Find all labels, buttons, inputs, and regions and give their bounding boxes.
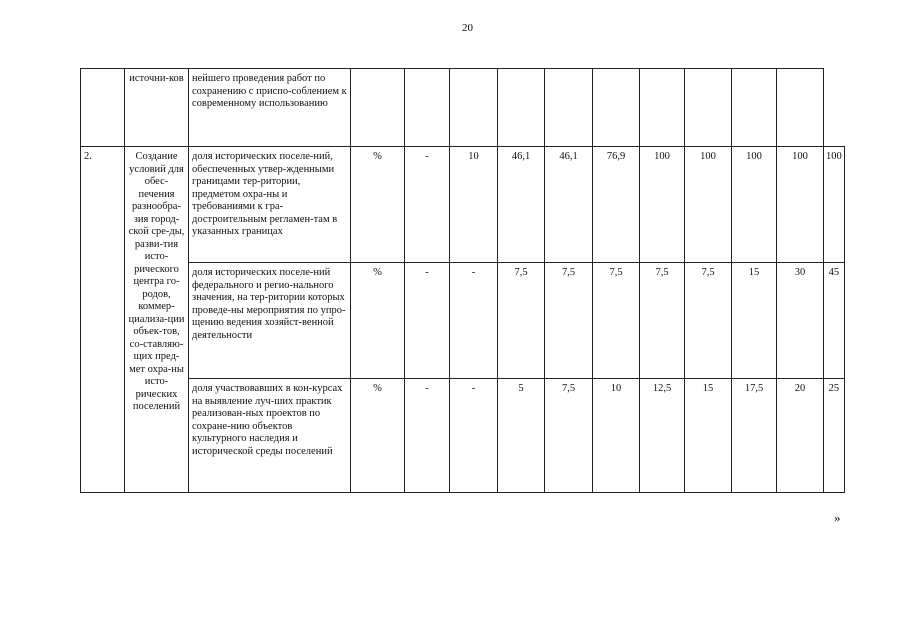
indicators-table bbox=[80, 68, 845, 493]
indicator-cell: доля участвовавших в кон-курсах на выявление луч-ших практик реализован-ных проектов по сохране-нию объектов культурного наследия и исторической среды поселений bbox=[189, 379, 351, 493]
value-cell: 100 bbox=[732, 147, 777, 263]
value-cell: 15 bbox=[732, 263, 777, 379]
row-number: 2. bbox=[81, 147, 125, 493]
value-cell: - bbox=[405, 147, 450, 263]
goal-cell: Создание условий для обес-печения разнообра-зия город-ской сре-ды, разви-тия исто-рического центра го-родов, коммер-циализа-ции объек-тов, со-ставляю-щих пред-мет охра-ны исто-рических поселений bbox=[125, 147, 189, 493]
value-cell: 45 bbox=[824, 263, 845, 379]
value-cell: - bbox=[450, 379, 498, 493]
table-row bbox=[81, 379, 845, 493]
value-cell: 7,5 bbox=[545, 263, 593, 379]
value-cell: 7,5 bbox=[593, 263, 640, 379]
value-cell: 76,9 bbox=[593, 147, 640, 263]
indicator-cell: нейшего проведения работ по сохранению с приспо-соблением к современному использованию bbox=[189, 69, 351, 147]
value-cell: - bbox=[405, 379, 450, 493]
value-cell bbox=[640, 69, 685, 147]
table-row bbox=[81, 147, 845, 263]
indicator-cell: доля исторических поселе-ний федерального и регио-нального значения, на тер-ритории которых проведе-ны мероприятия по упро-щению ведения хозяйст-венной деятельности bbox=[189, 263, 351, 379]
value-cell: 7,5 bbox=[685, 263, 732, 379]
value-cell: - bbox=[405, 263, 450, 379]
value-cell: 7,5 bbox=[498, 263, 545, 379]
value-cell: 10 bbox=[450, 147, 498, 263]
value-cell: 17,5 bbox=[732, 379, 777, 493]
value-cell: 100 bbox=[777, 147, 824, 263]
value-cell: 46,1 bbox=[498, 147, 545, 263]
value-cell: 100 bbox=[685, 147, 732, 263]
value-cell: 30 bbox=[777, 263, 824, 379]
value-cell: 15 bbox=[685, 379, 732, 493]
unit-cell: % bbox=[351, 263, 405, 379]
table-row bbox=[81, 69, 845, 147]
unit-cell: % bbox=[351, 379, 405, 493]
value-cell: 7,5 bbox=[545, 379, 593, 493]
value-cell bbox=[593, 69, 640, 147]
value-cell bbox=[405, 69, 450, 147]
table-row bbox=[81, 263, 845, 379]
value-cell: 10 bbox=[593, 379, 640, 493]
page-number: 20 bbox=[462, 22, 473, 34]
value-cell bbox=[545, 69, 593, 147]
value-cell: 100 bbox=[640, 147, 685, 263]
value-cell bbox=[498, 69, 545, 147]
goal-cell: источни-ков bbox=[125, 69, 189, 147]
value-cell bbox=[777, 69, 824, 147]
value-cell: 7,5 bbox=[640, 263, 685, 379]
value-cell: 25 bbox=[824, 379, 845, 493]
value-cell: 5 bbox=[498, 379, 545, 493]
value-cell: - bbox=[450, 263, 498, 379]
closing-quote: » bbox=[834, 510, 841, 525]
value-cell bbox=[450, 69, 498, 147]
value-cell: 20 bbox=[777, 379, 824, 493]
row-number bbox=[81, 69, 125, 147]
value-cell: 100 bbox=[824, 147, 845, 263]
value-cell bbox=[732, 69, 777, 147]
value-cell: 46,1 bbox=[545, 147, 593, 263]
unit-cell: % bbox=[351, 147, 405, 263]
value-cell bbox=[685, 69, 732, 147]
unit-cell bbox=[351, 69, 405, 147]
value-cell: 12,5 bbox=[640, 379, 685, 493]
indicator-cell: доля исторических поселе-ний, обеспеченных утвер-жденными границами тер-ритории, предметом охра-ны и требованиями к гра-достроительным регламен-там в указанных границах bbox=[189, 147, 351, 263]
